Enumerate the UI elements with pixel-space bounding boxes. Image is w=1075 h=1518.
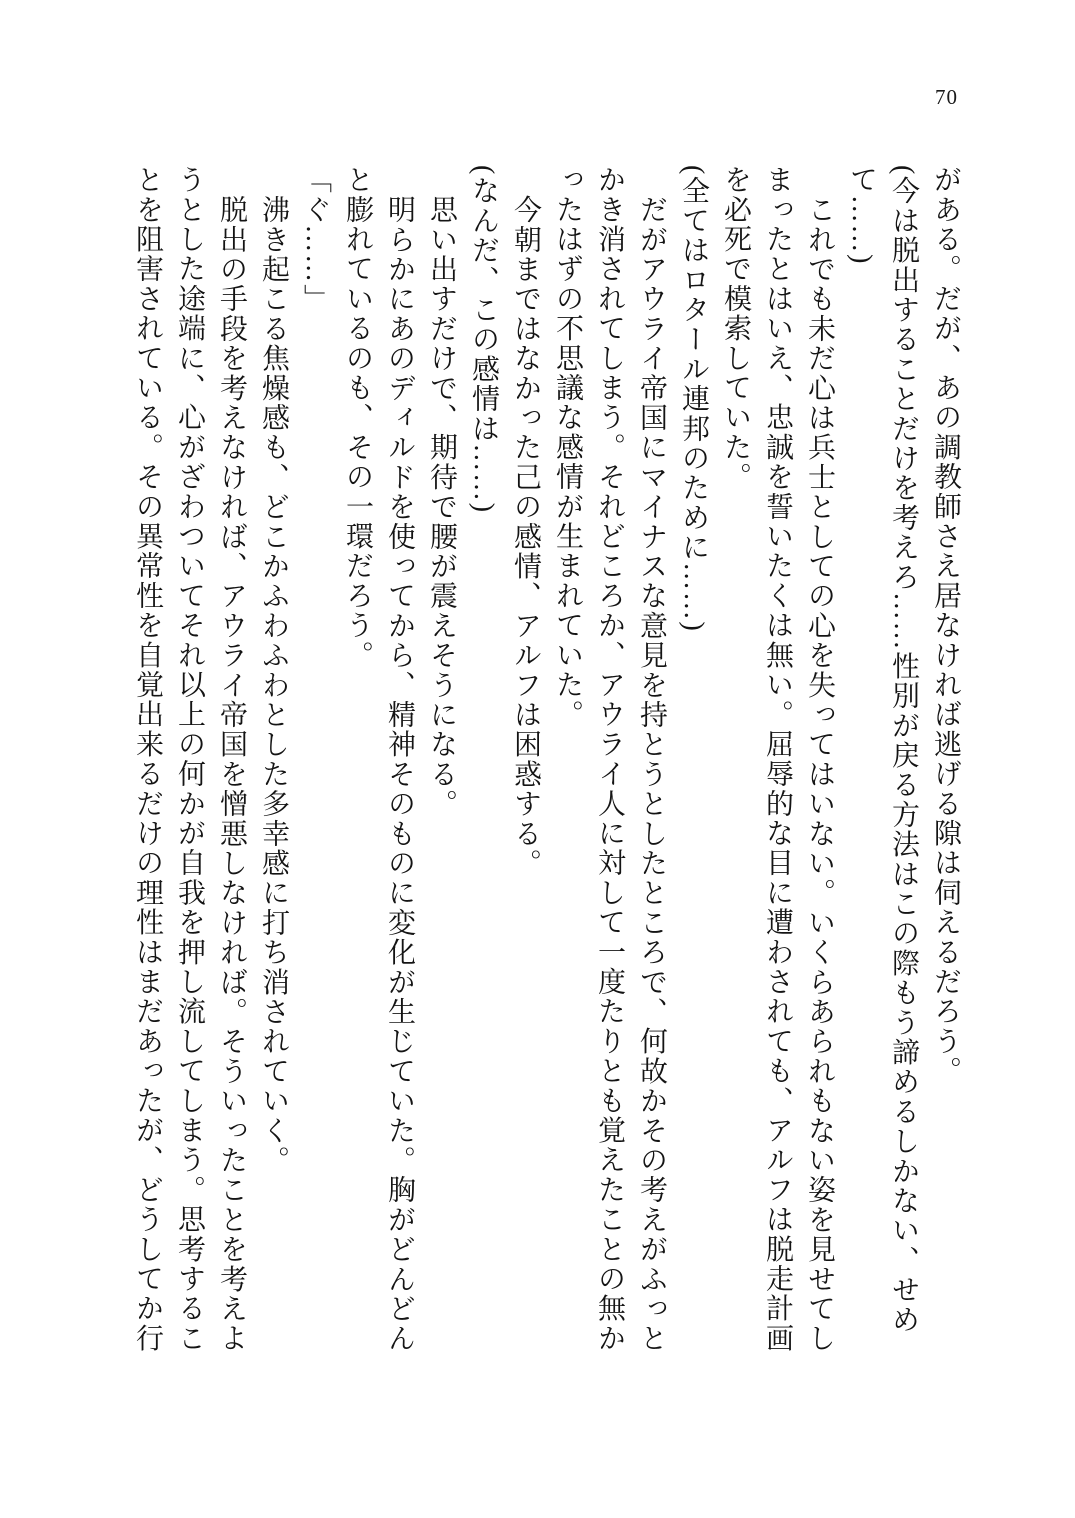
text-line-19: うとした途端に、心がざわついてそれ以上の何かが自我を押し流してしまう。思考するこ [174,165,205,1353]
text-line-9: かき消されてしまう。それどころか、アウライ人に対して一度たりとも覚えたことの無か [594,165,625,1353]
text-line-11: 今朝まではなかった己の感情、アルフは困惑する。 [510,194,541,878]
text-line-5: まったとはいえ、忠誠を誓いたくは無い。屈辱的な目に遭わされても、アルフは脱走計画 [762,165,793,1353]
text-line-20: とを阻害されている。その異常性を自覚出来るだけの理性はまだあったが、どうしてか行 [132,165,163,1353]
text-line-4: これでも未だ心は兵士としての心を失ってはいない。いくらあられもない姿を見せてし [804,194,835,1353]
text-line-10: ったはずの不思議な感情が生まれていた。 [552,165,583,730]
text-line-3: て……) [846,165,877,266]
text-line-16: 「ぐ……」 [300,165,331,314]
text-line-12: (なんだ、この感情は……) [468,165,499,514]
text-line-14: 明らかにあのディルドを使ってから、精神そのものに変化が生じていた。胸がどんどん [384,194,415,1353]
text-line-1: がある。だが、あの調教師さえ居なければ逃げる隙は伺えるだろう。 [930,165,961,1086]
text-line-13: 思い出すだけで、期待で腰が震えそうになる。 [426,194,457,819]
text-line-6: を必死で模索していた。 [720,165,751,492]
text-line-17: 沸き起こる焦燥感も、どこかふわふわとした多幸感に打ち消されていく。 [258,194,289,1175]
text-line-18: 脱出の手段を考えなければ、アウライ帝国を憎悪しなければ。そういったことを考えよ [216,194,247,1353]
text-line-7: (全てはロタール連邦のために……) [678,165,709,633]
vertical-text-block [126,165,966,1353]
text-line-15: と膨れているのも、その一環だろう。 [342,165,373,670]
text-line-2: (今は脱出することだけを考えろ……性別が戻る方法はこの際もう諦めるしかない、せめ [888,165,919,1335]
text-line-8: だがアウライ帝国にマイナスな意見を持とうとしたところで、何故かその考えがふっと [636,194,667,1353]
page-number: 70 [935,85,958,109]
